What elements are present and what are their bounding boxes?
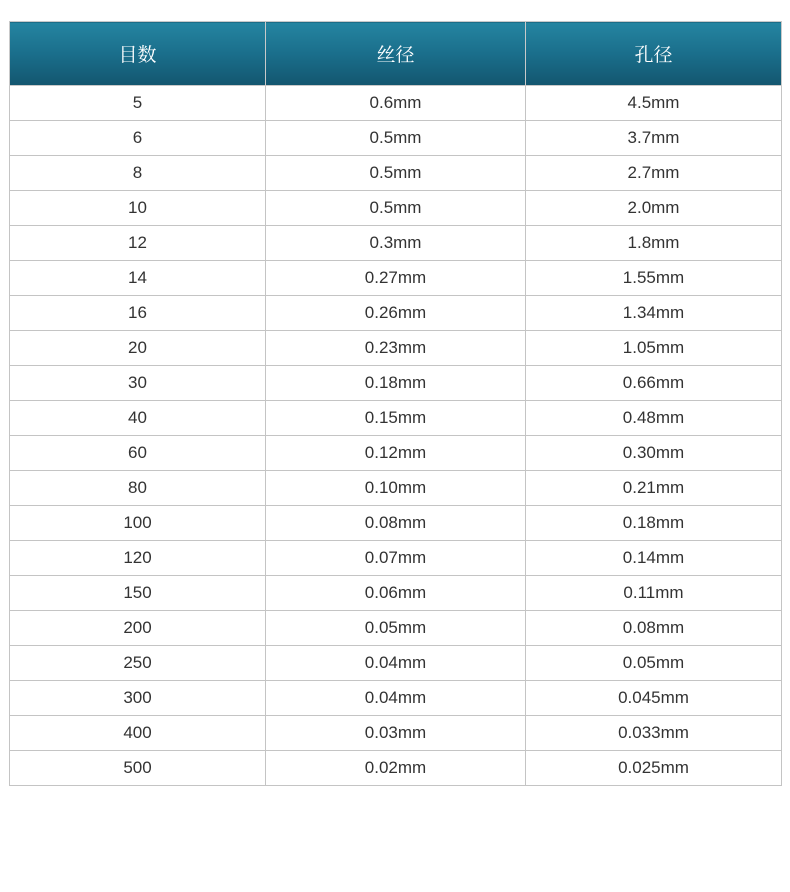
aperture-cell: 0.033mm <box>526 716 782 751</box>
mesh-count-cell: 80 <box>10 471 266 506</box>
aperture-cell: 1.34mm <box>526 296 782 331</box>
mesh-count-cell: 8 <box>10 156 266 191</box>
mesh-count-cell: 30 <box>10 366 266 401</box>
aperture-cell: 0.30mm <box>526 436 782 471</box>
table-body <box>10 86 782 786</box>
aperture-cell: 0.045mm <box>526 681 782 716</box>
aperture-cell: 0.48mm <box>526 401 782 436</box>
header-wire-diameter: 丝径 <box>266 22 526 86</box>
aperture-cell: 3.7mm <box>526 121 782 156</box>
wire-diameter-cell: 0.5mm <box>266 191 526 226</box>
mesh-count-cell: 5 <box>10 86 266 121</box>
wire-diameter-cell: 0.10mm <box>266 471 526 506</box>
aperture-cell: 2.7mm <box>526 156 782 191</box>
wire-diameter-cell: 0.23mm <box>266 331 526 366</box>
mesh-count-cell: 12 <box>10 226 266 261</box>
aperture-cell: 0.11mm <box>526 576 782 611</box>
table-row <box>10 366 782 401</box>
mesh-count-cell: 300 <box>10 681 266 716</box>
wire-diameter-cell: 0.04mm <box>266 681 526 716</box>
aperture-cell: 1.8mm <box>526 226 782 261</box>
table-row <box>10 436 782 471</box>
mesh-count-cell: 6 <box>10 121 266 156</box>
aperture-cell: 0.08mm <box>526 611 782 646</box>
table-row <box>10 681 782 716</box>
wire-diameter-cell: 0.18mm <box>266 366 526 401</box>
aperture-cell: 0.21mm <box>526 471 782 506</box>
table-row <box>10 401 782 436</box>
mesh-count-cell: 200 <box>10 611 266 646</box>
wire-diameter-cell: 0.02mm <box>266 751 526 786</box>
header-mesh-count: 目数 <box>10 22 266 86</box>
table-row <box>10 156 782 191</box>
table-row <box>10 86 782 121</box>
table-row <box>10 331 782 366</box>
mesh-count-cell: 14 <box>10 261 266 296</box>
wire-diameter-cell: 0.06mm <box>266 576 526 611</box>
wire-diameter-cell: 0.04mm <box>266 646 526 681</box>
wire-diameter-cell: 0.26mm <box>266 296 526 331</box>
aperture-cell: 0.14mm <box>526 541 782 576</box>
header-row <box>10 22 782 86</box>
wire-diameter-cell: 0.27mm <box>266 261 526 296</box>
mesh-count-cell: 150 <box>10 576 266 611</box>
mesh-count-cell: 250 <box>10 646 266 681</box>
table-header <box>10 22 782 86</box>
mesh-count-cell: 20 <box>10 331 266 366</box>
mesh-count-cell: 40 <box>10 401 266 436</box>
aperture-cell: 0.025mm <box>526 751 782 786</box>
wire-diameter-cell: 0.6mm <box>266 86 526 121</box>
wire-diameter-cell: 0.03mm <box>266 716 526 751</box>
table-row <box>10 646 782 681</box>
mesh-count-cell: 120 <box>10 541 266 576</box>
aperture-cell: 4.5mm <box>526 86 782 121</box>
table-row <box>10 471 782 506</box>
table-row <box>10 191 782 226</box>
mesh-count-cell: 100 <box>10 506 266 541</box>
aperture-cell: 0.05mm <box>526 646 782 681</box>
table-row <box>10 611 782 646</box>
wire-diameter-cell: 0.5mm <box>266 121 526 156</box>
table-row <box>10 296 782 331</box>
aperture-cell: 0.66mm <box>526 366 782 401</box>
aperture-cell: 1.05mm <box>526 331 782 366</box>
table-row <box>10 751 782 786</box>
table-row <box>10 541 782 576</box>
wire-diameter-cell: 0.15mm <box>266 401 526 436</box>
aperture-cell: 2.0mm <box>526 191 782 226</box>
aperture-cell: 0.18mm <box>526 506 782 541</box>
mesh-count-cell: 400 <box>10 716 266 751</box>
mesh-count-cell: 500 <box>10 751 266 786</box>
table-row <box>10 226 782 261</box>
table-row <box>10 261 782 296</box>
table-row <box>10 576 782 611</box>
aperture-cell: 1.55mm <box>526 261 782 296</box>
table-row <box>10 506 782 541</box>
wire-diameter-cell: 0.05mm <box>266 611 526 646</box>
wire-diameter-cell: 0.12mm <box>266 436 526 471</box>
wire-diameter-cell: 0.07mm <box>266 541 526 576</box>
mesh-count-cell: 60 <box>10 436 266 471</box>
wire-diameter-cell: 0.3mm <box>266 226 526 261</box>
table-row <box>10 121 782 156</box>
mesh-count-cell: 16 <box>10 296 266 331</box>
mesh-count-cell: 10 <box>10 191 266 226</box>
mesh-spec-table <box>9 21 782 786</box>
table-row <box>10 716 782 751</box>
header-aperture: 孔径 <box>526 22 782 86</box>
wire-diameter-cell: 0.08mm <box>266 506 526 541</box>
wire-diameter-cell: 0.5mm <box>266 156 526 191</box>
